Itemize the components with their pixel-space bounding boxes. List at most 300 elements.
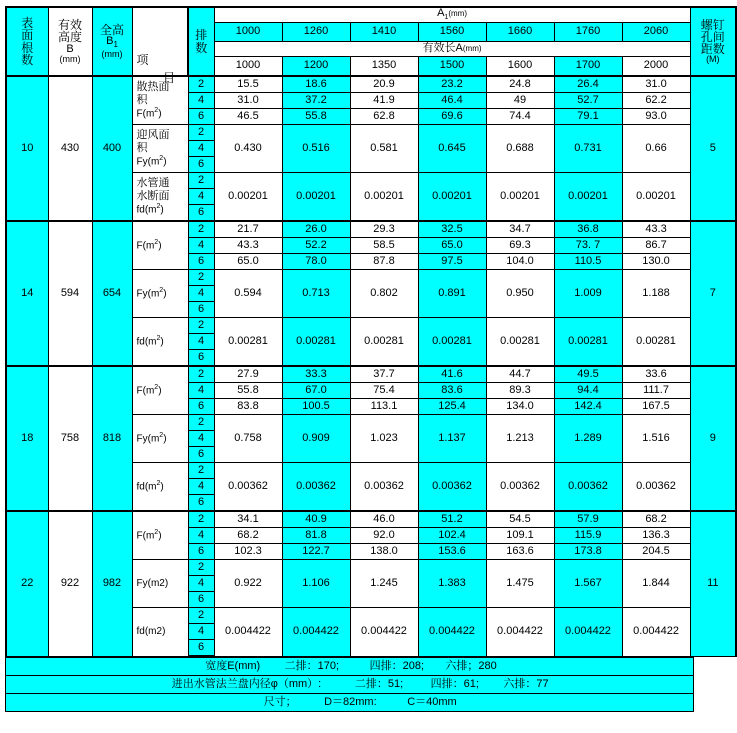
cell-value: [554, 125, 622, 173]
label-line: 有效: [57, 18, 82, 33]
effective-height-text: 758: [60, 431, 80, 444]
value-text: 89.3: [509, 383, 531, 396]
cell-value: [350, 511, 418, 528]
row-count-text: 6: [197, 495, 205, 508]
value-text: 0.731: [574, 141, 602, 154]
item-label-text: [133, 287, 188, 300]
cell-value: [554, 270, 622, 318]
value-text: 0.00281: [636, 334, 676, 347]
cell-value: [622, 560, 690, 608]
value-text: 163.6: [506, 544, 534, 557]
value-text: 136.3: [642, 528, 670, 541]
value-text: 18.6: [305, 77, 327, 90]
cell-value: [554, 399, 622, 415]
value-text: 0.00362: [568, 479, 608, 492]
value-text: 153.6: [438, 544, 466, 557]
cell-value: [214, 93, 282, 109]
cell-value: [486, 93, 554, 109]
cell-value: [350, 528, 418, 544]
row-count-text: 6: [197, 254, 205, 267]
cell-value: [350, 383, 418, 399]
item-label-text: [133, 432, 188, 445]
a1-value-text: 1260: [303, 25, 329, 38]
a1-value-text: 1000: [235, 25, 261, 38]
length-value-text: 1500: [439, 59, 465, 72]
cell-value: [554, 93, 622, 109]
value-text: 0.004422: [429, 624, 475, 637]
value-text: 0.645: [438, 141, 466, 154]
value-text: 83.8: [237, 399, 259, 412]
cell-row-count: [188, 238, 214, 254]
row-count-text: 4: [197, 576, 205, 589]
cell-row-count: [188, 189, 214, 205]
cell-value: [350, 318, 418, 367]
cell-row-count: [188, 560, 214, 576]
cell-row-count: [188, 366, 214, 383]
cell-item-label: [132, 221, 188, 270]
value-text: 0.00281: [364, 334, 404, 347]
effective-height-text: 922: [60, 576, 80, 589]
value-text: 115.9: [574, 528, 602, 541]
effective-height-text: 594: [60, 286, 80, 299]
cell-value: [486, 221, 554, 238]
length-value-text: 1600: [507, 59, 533, 72]
cell-row-count: [188, 141, 214, 157]
value-text: 43.3: [237, 238, 259, 251]
item-formula: $fd(m^2)$: [136, 480, 164, 493]
cell-row-count: [188, 286, 214, 302]
cell-row-count: [188, 463, 214, 479]
row-count-text: 2: [197, 512, 205, 525]
cell-screw-holes: [690, 76, 736, 221]
cell-value: [418, 76, 486, 93]
cell-row-count: [188, 125, 214, 141]
value-text: 27.9: [237, 367, 259, 380]
item-label-text: [133, 81, 188, 119]
cell-value: [622, 125, 690, 173]
value-text: 23.2: [441, 77, 463, 90]
cell-value: [622, 399, 690, 415]
screw-holes-text: 9: [709, 431, 716, 444]
item-formula: $fd(m^2)$: [136, 335, 164, 348]
cell-item-label: [132, 125, 188, 173]
value-text: 93.0: [645, 109, 667, 122]
cell-item-label: [132, 173, 188, 222]
cell-value: [554, 366, 622, 383]
item-formula: $F(m^2)$: [136, 529, 162, 542]
cell-value: [350, 415, 418, 463]
label-line: 全高: [99, 23, 124, 38]
cell-value: [282, 238, 350, 254]
header-length-value: [418, 57, 486, 77]
cell-value: [622, 415, 690, 463]
value-text: 58.5: [373, 238, 395, 251]
cell-value: [622, 109, 690, 125]
length-value-text: 1000: [235, 59, 261, 72]
cell-value: [418, 560, 486, 608]
cell-row-count: [188, 624, 214, 640]
cell-value: [486, 318, 554, 367]
cell-value: [622, 463, 690, 512]
header-row-a1-title: [6, 7, 736, 23]
value-text: 125.4: [438, 399, 466, 412]
value-text: 34.1: [237, 512, 259, 525]
cell-row-count: [188, 383, 214, 399]
value-text: 0.713: [302, 286, 330, 299]
cell-value: [214, 415, 282, 463]
row-count-text: 4: [197, 238, 205, 251]
value-text: 51.2: [441, 512, 463, 525]
value-text: 130.0: [642, 254, 670, 267]
cell-row-count: [188, 528, 214, 544]
item-label-cn: 散热面: [136, 81, 170, 94]
cell-value: [486, 238, 554, 254]
cell-value: [214, 608, 282, 657]
a1-value-text: 1660: [507, 25, 533, 38]
value-text: 0.950: [506, 286, 534, 299]
cell-value: [486, 383, 554, 399]
label-line: 螺钉: [700, 17, 725, 32]
header-surface-count-text: [7, 17, 48, 66]
item-formula: $fd(m^2)$: [136, 202, 164, 216]
length-title-text: 有效长A: [422, 42, 463, 55]
item-formula: $Fy(m^2)$: [136, 287, 167, 300]
cell-row-count: [188, 447, 214, 463]
header-a1-title: [214, 7, 690, 23]
cell-value: [418, 608, 486, 657]
cell-effective-height: [48, 366, 92, 511]
value-text: 0.516: [302, 141, 330, 154]
footer-width-cell: [6, 658, 694, 676]
item-label-cn: 水管通: [136, 177, 170, 190]
cell-value: [418, 221, 486, 238]
row-count-text: 4: [197, 141, 205, 154]
value-text: 0.004422: [225, 624, 271, 637]
value-text: 67.0: [305, 383, 327, 396]
cell-effective-height: [48, 76, 92, 221]
value-text: 1.245: [370, 576, 398, 589]
value-text: 57.9: [577, 512, 599, 525]
value-text: 0.004422: [361, 624, 407, 637]
cell-value: [282, 366, 350, 383]
cell-row-count: [188, 76, 214, 93]
cell-value: [282, 463, 350, 512]
item-label-text: [133, 529, 188, 542]
value-text: 138.0: [370, 544, 398, 557]
cell-value: [486, 366, 554, 383]
header-a1-value: [214, 23, 282, 42]
header-total-height: [92, 7, 132, 76]
cell-effective-height: [48, 221, 92, 366]
cell-row-count: [188, 495, 214, 512]
value-text: 37.2: [305, 93, 327, 106]
value-text: 0.802: [370, 286, 398, 299]
cell-value: [554, 560, 622, 608]
row-count-text: 2: [197, 222, 205, 235]
value-text: 113.1: [370, 399, 398, 412]
cell-value: [214, 528, 282, 544]
item-formula: $F(m^2)$: [136, 106, 162, 120]
value-text: 34.7: [509, 222, 531, 235]
cell-value: [418, 383, 486, 399]
value-text: 21.7: [237, 222, 259, 235]
length-value-text: 1200: [303, 59, 329, 72]
cell-row-count: [188, 334, 214, 350]
value-text: 41.9: [373, 93, 395, 106]
cell-value: [622, 511, 690, 528]
cell-value: [282, 270, 350, 318]
value-text: 167.5: [642, 399, 670, 412]
value-text: 0.594: [234, 286, 262, 299]
table-row: [6, 221, 736, 238]
cell-value: [486, 76, 554, 93]
cell-value: [282, 173, 350, 222]
cell-value: [350, 608, 418, 657]
cell-value: [486, 528, 554, 544]
cell-surface-count: [6, 221, 48, 366]
cell-value: [350, 399, 418, 415]
value-text: 109.1: [506, 528, 534, 541]
cell-value: [418, 238, 486, 254]
label-line: 数: [195, 40, 208, 55]
cell-surface-count: [6, 366, 48, 511]
value-text: 62.8: [373, 109, 395, 122]
value-text: 0.00201: [432, 189, 472, 202]
value-text: 0.581: [370, 141, 398, 154]
cell-row-count: [188, 270, 214, 286]
cell-value: [554, 109, 622, 125]
value-text: 0.00362: [296, 479, 336, 492]
cell-row-count: [188, 302, 214, 318]
row-count-text: 6: [197, 592, 205, 605]
cell-item-label: [132, 511, 188, 560]
row-count-text: 6: [197, 109, 205, 122]
cell-value: [622, 173, 690, 222]
cell-total-height: [92, 221, 132, 366]
header-surface-count: [6, 7, 48, 76]
length-title-unit: (mm): [462, 44, 482, 54]
cell-row-count: [188, 415, 214, 431]
value-text: 75.4: [373, 383, 395, 396]
cell-value: [282, 511, 350, 528]
item-formula: $F(m^2)$: [136, 239, 162, 252]
header-a1-value: [350, 23, 418, 42]
row-count-text: 2: [197, 608, 205, 621]
value-text: 0.00201: [636, 189, 676, 202]
item-formula: Fy(m2): [136, 577, 169, 589]
symbol-b1: $B_1$: [106, 35, 118, 50]
cell-value: [350, 544, 418, 560]
a1-title-unit: (mm): [448, 9, 467, 19]
total-height-text: 818: [102, 431, 122, 444]
value-text: 36.8: [577, 222, 599, 235]
a1-value-text: 2060: [643, 25, 669, 38]
item-char-1: 项: [136, 52, 149, 67]
item-label-text: [133, 177, 188, 215]
value-text: 1.106: [302, 576, 330, 589]
cell-value: [622, 528, 690, 544]
value-text: 0.004422: [497, 624, 543, 637]
value-text: 62.2: [645, 93, 667, 106]
table-row: [6, 76, 736, 93]
cell-total-height: [92, 76, 132, 221]
cell-value: [214, 254, 282, 270]
cell-value: [486, 109, 554, 125]
cell-value: [622, 270, 690, 318]
header-screw-holes: [690, 7, 736, 76]
cell-effective-height: [48, 511, 92, 656]
row-count-text: 4: [197, 479, 205, 492]
header-length-value: [350, 57, 418, 77]
value-text: 0.00281: [228, 334, 268, 347]
table-row: [6, 511, 736, 528]
value-text: 79.1: [577, 109, 599, 122]
cell-value: [554, 254, 622, 270]
cell-value: [282, 528, 350, 544]
cell-value: [554, 608, 622, 657]
value-text: 55.8: [237, 383, 259, 396]
unit-mm: (mm): [59, 53, 81, 64]
cell-value: [554, 415, 622, 463]
cell-row-count: [188, 221, 214, 238]
value-text: 0.688: [506, 141, 534, 154]
footer-row-flange: [6, 676, 694, 694]
row-count-text: 6: [197, 399, 205, 412]
cell-value: [214, 463, 282, 512]
value-text: 0.00201: [296, 189, 336, 202]
value-text: 92.0: [373, 528, 395, 541]
cell-value: [418, 254, 486, 270]
footer-dimensions-text: 尺寸； D＝82mm: C＝40mm: [245, 695, 457, 708]
value-text: 102.3: [234, 544, 262, 557]
cell-value: [554, 238, 622, 254]
cell-row-count: [188, 608, 214, 624]
value-text: 0.00281: [500, 334, 540, 347]
value-text: 97.5: [441, 254, 463, 267]
cell-row-count: [188, 109, 214, 125]
value-text: 0.00281: [432, 334, 472, 347]
cell-row-count: [188, 205, 214, 222]
cell-screw-holes: [690, 366, 736, 511]
cell-value: [554, 544, 622, 560]
cell-value: [214, 270, 282, 318]
item-label-text: [133, 480, 188, 493]
value-text: 29.3: [373, 222, 395, 235]
value-text: 46.0: [373, 512, 395, 525]
cell-value: [486, 270, 554, 318]
row-count-text: 4: [197, 93, 205, 106]
cell-value: [418, 109, 486, 125]
cell-value: [418, 93, 486, 109]
value-text: 69.3: [509, 238, 531, 251]
header-length-value: [622, 57, 690, 77]
cell-value: [418, 528, 486, 544]
cell-total-height: [92, 511, 132, 656]
item-label-text: [133, 384, 188, 397]
item-label-text: [133, 626, 188, 638]
cell-value: [214, 76, 282, 93]
item-label-cn: 积: [136, 94, 148, 107]
value-text: 46.4: [441, 93, 463, 106]
value-text: 87.8: [373, 254, 395, 267]
unit-m: (M): [706, 54, 720, 65]
a1-value-text: 1410: [371, 25, 397, 38]
header-length-value: [554, 57, 622, 77]
item-label-cn: 积: [136, 142, 148, 155]
value-text: 73. 7: [575, 238, 601, 251]
cell-value: [214, 383, 282, 399]
total-height-text: 982: [102, 576, 122, 589]
item-label-text: [133, 578, 188, 590]
item-formula: $Fy(m^2)$: [136, 154, 167, 168]
length-value-text: 1350: [371, 59, 397, 72]
cell-item-label: [132, 76, 188, 125]
cell-item-label: [132, 608, 188, 657]
label-line: 表: [21, 16, 34, 31]
cell-value: [418, 463, 486, 512]
value-text: 41.6: [441, 367, 463, 380]
row-count-text: 4: [197, 624, 205, 637]
a1-value-text: 1560: [439, 25, 465, 38]
cell-value: [418, 399, 486, 415]
header-a1-value: [282, 23, 350, 42]
heat-exchanger-spec-table: [5, 6, 737, 657]
header-a1-value: [486, 23, 554, 42]
footer-width-text: 宽度E(mm) 二排：170; 四排：208; 六排；280: [205, 659, 497, 672]
row-count-text: 2: [197, 270, 205, 283]
cell-value: [622, 383, 690, 399]
cell-value: [486, 415, 554, 463]
value-text: 204.5: [642, 544, 670, 557]
cell-value: [350, 76, 418, 93]
cell-value: [418, 511, 486, 528]
item-formula: $Fy(m^2)$: [136, 432, 167, 445]
footer-flange-text: 进出水管法兰盘内径φ（mm）: 二排：51; 四排：61; 六排：77: [153, 677, 549, 690]
value-text: 0.00201: [500, 189, 540, 202]
label-line: 面: [21, 28, 34, 43]
cell-value: [418, 318, 486, 367]
cell-value: [350, 463, 418, 512]
table-row: [6, 366, 736, 383]
footer-notes-table: [5, 657, 694, 712]
value-text: 49: [513, 93, 527, 106]
value-text: 49.5: [577, 367, 599, 380]
cell-row-count: [188, 431, 214, 447]
value-text: 81.8: [305, 528, 327, 541]
cell-value: [214, 318, 282, 367]
row-count-text: 2: [197, 463, 205, 476]
cell-value: [350, 221, 418, 238]
row-count-text: 6: [197, 640, 205, 653]
value-text: 65.0: [441, 238, 463, 251]
value-text: 78.0: [305, 254, 327, 267]
header-effective-height-text: [49, 19, 92, 64]
cell-value: [282, 318, 350, 367]
item-label-cn: 迎风面: [136, 129, 170, 142]
cell-value: [282, 544, 350, 560]
value-text: 1.516: [642, 431, 670, 444]
value-text: 52.7: [577, 93, 599, 106]
cell-value: [554, 383, 622, 399]
value-text: 33.3: [305, 367, 327, 380]
cell-row-count: [188, 93, 214, 109]
cell-value: [554, 318, 622, 367]
cell-value: [214, 125, 282, 173]
cell-surface-count: [6, 511, 48, 656]
cell-value: [554, 463, 622, 512]
value-text: 52.2: [305, 238, 327, 251]
header-effective-height: [48, 7, 92, 76]
